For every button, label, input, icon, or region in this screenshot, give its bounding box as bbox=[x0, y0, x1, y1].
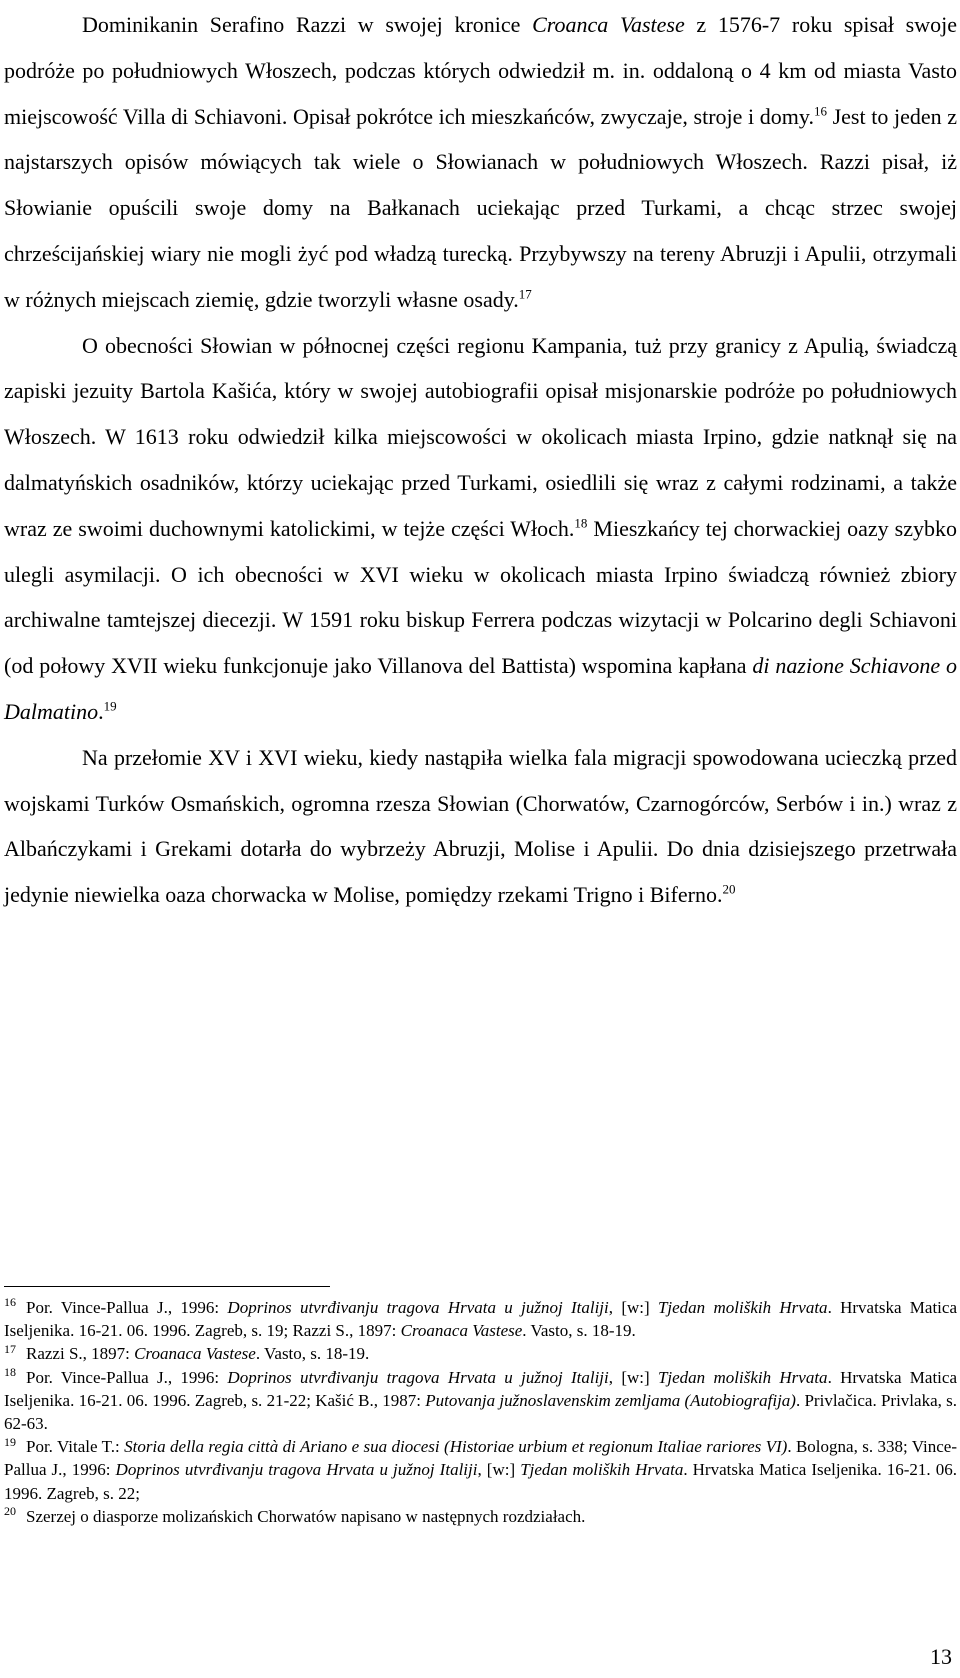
italic-text: Croanaca Vastese bbox=[400, 1321, 523, 1341]
text-run: Dominikanin Serafino Razzi w swojej kronice bbox=[82, 12, 533, 37]
footnote-text bbox=[4, 1368, 957, 1433]
footnote-number: 16 bbox=[4, 1295, 16, 1310]
text-run: , [w:] bbox=[608, 1298, 658, 1317]
italic-text: Doprinos utvrđivanju tragova Hrvata u južnoj Italiji bbox=[227, 1298, 609, 1317]
footnote-number: 17 bbox=[4, 1341, 16, 1356]
footnote-text bbox=[26, 1344, 369, 1363]
footnote-reference: 17 bbox=[518, 286, 532, 302]
body-text bbox=[4, 0, 957, 918]
text-run: Szerzej o diasporze molizańskich Chorwatów napisano w następnych rozdziałach. bbox=[26, 1506, 586, 1526]
footnote-reference: 18 bbox=[574, 515, 588, 531]
italic-text: Croanaca Vastese bbox=[134, 1344, 256, 1364]
footnote-number: 18 bbox=[4, 1364, 16, 1379]
footnote-reference: 20 bbox=[722, 881, 736, 897]
italic-text: Storia della regia città di Ariano e sua diocesi (Historiae urbium et regionum Italiae rariores VI) bbox=[124, 1437, 788, 1457]
text-run: O obecności Słowian w północnej części regionu Kampania, tuż przy granicy z Apulią, świadczą zapiski jezuity Bartola Kašića, który w swojej autobiografii opisał misjonarskie podróże po południowych Włoszech. W 1613 roku odwiedził kilka miejscowości w okolicach miasta Irpino, gdzie natknął się na dalmatyńskich osadników, którzy uciekając przed Turkami, osiedlili się wraz z całymi rodzinami, a także wraz ze swoimi duchownymi katolickimi, w tejże części Włoch. bbox=[4, 332, 957, 541]
italic-text: Tjedan moliških Hrvata bbox=[657, 1367, 828, 1387]
footnote-18 bbox=[4, 1366, 957, 1436]
text-run: . Hrvatska Matica Iseljenika. 16-21. 06. 1996. Zagreb, s. 21-22; Kašić B., 1987: bbox=[4, 1367, 957, 1410]
italic-text: Tjedan moliških Hrvata bbox=[657, 1298, 828, 1317]
paragraph-2 bbox=[4, 323, 957, 735]
footnote-16 bbox=[4, 1296, 957, 1342]
text-run: Por. Vince-Pallua J., 1996: bbox=[26, 1298, 228, 1317]
footnote-reference: 19 bbox=[103, 698, 117, 714]
text-run: . Vasto, s. 18-19. bbox=[255, 1344, 370, 1364]
italic-text: Doprinos utvrđivanju tragova Hrvata u južnoj Italiji bbox=[227, 1367, 609, 1387]
footnote-text bbox=[4, 1434, 957, 1503]
paragraph-1 bbox=[4, 2, 957, 323]
footnote-number: 19 bbox=[4, 1434, 16, 1449]
italic-text: Tjedan moliških Hrvata bbox=[520, 1460, 684, 1480]
footnote-text bbox=[26, 1507, 585, 1526]
text-run: . Hrvatska Matica Iseljenika. 16-21. 06. 1996. Zagreb, s. 19; Razzi S., 1897: bbox=[4, 1298, 957, 1341]
text-run: . Vasto, s. 18-19. bbox=[522, 1321, 636, 1341]
text-run: Razzi S., 1897: bbox=[26, 1344, 135, 1364]
text-run: Jest to jeden z najstarszych opisów mówiących tak wiele o Słowianach w południowych Włoszech. Razzi pisał, iż Słowianie opuścili swoje domy na Bałkanach uciekając przed Turkami, a chcąc strzec swojej chrześcijańskiej wiary nie mogli żyć pod władzą turecką. Przybywszy na tereny Abruzji i Apulii, otrzymali w różnych miejscach ziemię, gdzie tworzyli własne osady. bbox=[4, 103, 957, 312]
text-run: Mieszkańcy tej chorwackiej oazy szybko ulegli asymilacji. O ich obecności w XVI wieku w okolicach miasta Irpino świadczą również zbiory archiwalne tamtejszej diecezji. W 1591 roku biskup Ferrera podczas wizytacji w Polcarino degli Schiavoni (od połowy XVII wieku funkcjonuje jako Villanova del Battista) wspomina kapłana bbox=[4, 515, 957, 679]
italic-text: di nazione Schiavone o Dalmatino bbox=[4, 653, 957, 724]
text-run: , [w:] bbox=[608, 1367, 658, 1387]
page-number: 13 bbox=[930, 1644, 952, 1669]
text-run: . bbox=[98, 698, 104, 724]
text-run: . Privlačica. Privlaka, s. 62-63. bbox=[4, 1390, 957, 1434]
text-run: z 1576-7 roku spisał swoje podróże po południowych Włoszech, podczas których odwiedził m. in. oddaloną o 4 km od miasta Vasto miejscowość Villa di Schiavoni. Opisał pokrótce ich mieszkańców, zwyczaje, stroje i domy. bbox=[4, 12, 957, 129]
paragraph-3 bbox=[4, 735, 957, 918]
text-run: . Hrvatska Matica Iseljenika. 16-21. 06. 1996. Zagreb, s. 22; bbox=[4, 1460, 957, 1503]
text-run: Na przełomie XV i XVI wieku, kiedy nastąpiła wielka fala migracji spowodowana ucieczką przed wojskami Turków Osmańskich, ogromna rzesza Słowian (Chorwatów, Czarnogórców, Serbów i in.) wraz z Albańczykami i Grekami dotarła do wybrzeży Abruzji, Molise i Apulii. Do dnia dzisiejszego przetrwała jedynie niewielka oaza chorwacka w Molise, pomiędzy rzekami Trigno i Biferno. bbox=[4, 744, 957, 908]
text-run: Por. Vitale T.: bbox=[26, 1437, 125, 1457]
text-run: . Bologna, s. 338; Vince-Pallua J., 1996: bbox=[4, 1437, 957, 1480]
footnotes bbox=[4, 1296, 957, 1528]
italic-text: Putovanja južnoslavenskim zemljama (Autobiografija) bbox=[425, 1390, 796, 1410]
text-run: , [w:] bbox=[477, 1460, 521, 1480]
text-run: Por. Vince-Pallua J., 1996: bbox=[26, 1367, 228, 1387]
footnote-19 bbox=[4, 1435, 957, 1505]
footnote-separator bbox=[4, 1286, 330, 1287]
italic-text: Croanca Vastese bbox=[532, 12, 685, 37]
footnote-20 bbox=[4, 1505, 957, 1528]
italic-text: Doprinos utvrđivanju tragova Hrvata u južnoj Italiji bbox=[115, 1460, 478, 1480]
footnote-reference: 16 bbox=[813, 103, 827, 119]
footnote-number: 20 bbox=[4, 1504, 16, 1519]
footnote-text bbox=[4, 1298, 957, 1340]
footnote-17 bbox=[4, 1342, 957, 1365]
